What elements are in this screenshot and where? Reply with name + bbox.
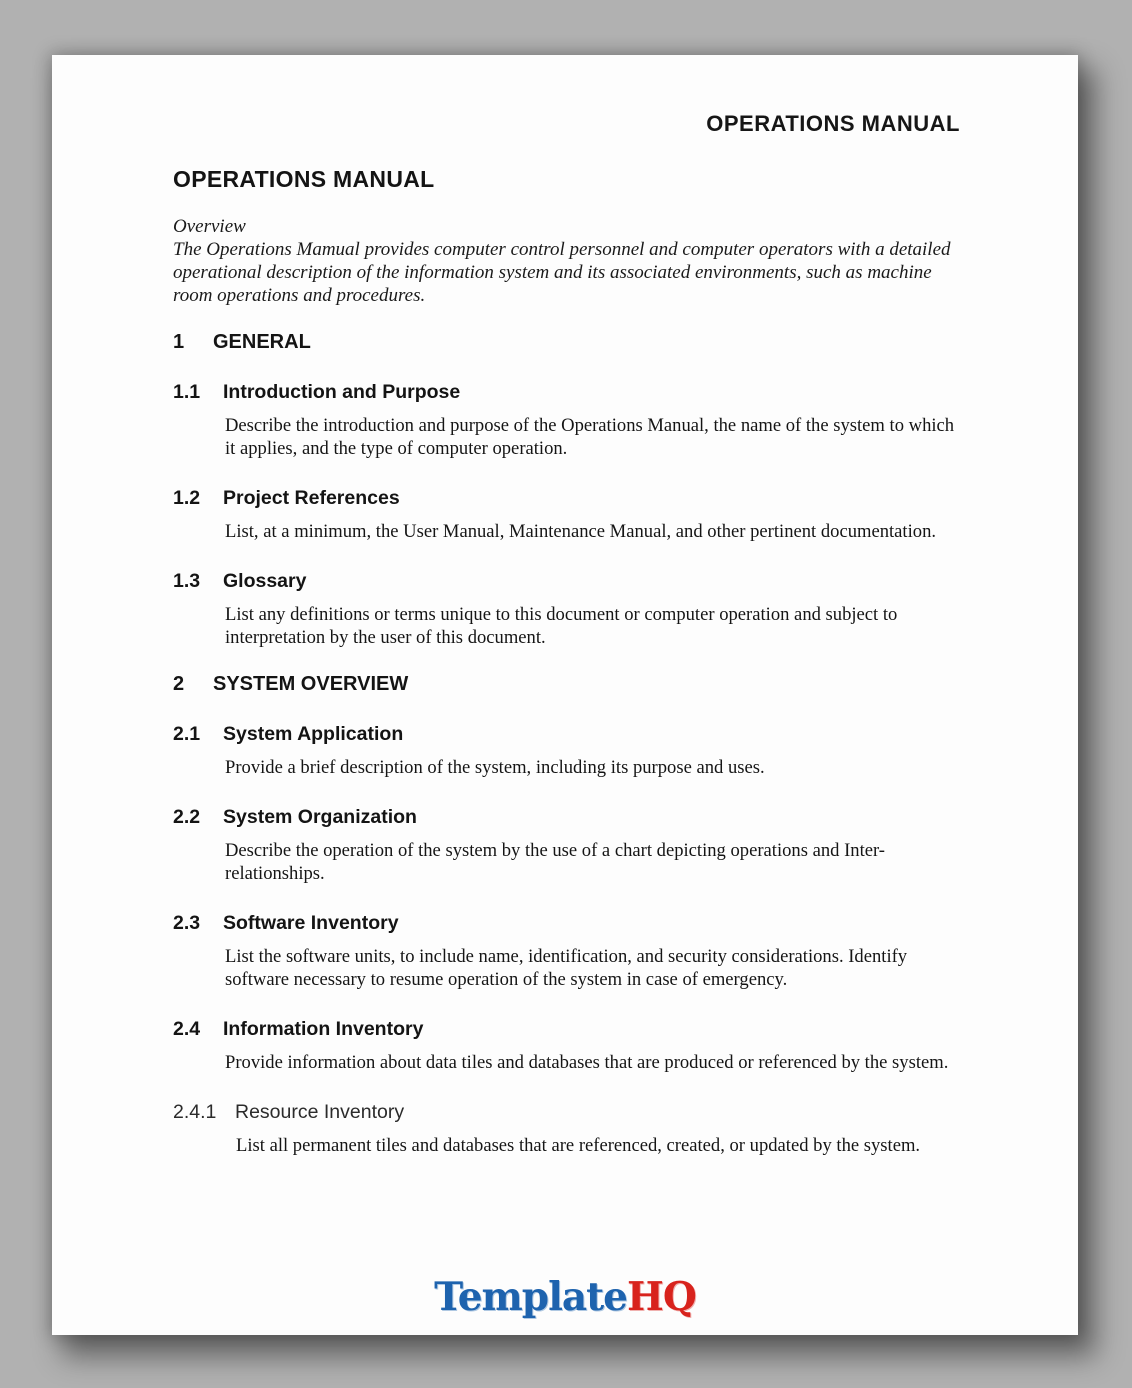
section-body: Describe the operation of the system by the use of a chart depicting operations and Inter-relationships.	[225, 840, 885, 884]
section-number: 2.1	[173, 723, 201, 745]
section-body: Provide a brief description of the system, including its purpose and uses.	[225, 757, 765, 778]
section-number: 2	[173, 673, 185, 695]
section-title: GENERAL	[213, 331, 311, 353]
section-body: Describe the introduction and purpose of the Operations Manual, the name of the system to which it applies, and the type of computer operation.	[225, 415, 955, 459]
section-number: 2.2	[173, 806, 201, 828]
section-heading-information-inventory	[173, 1018, 960, 1041]
section-title: Software Inventory	[223, 912, 399, 934]
running-header: OPERATIONS MANUAL	[706, 111, 960, 136]
section-heading-introduction-and-purpose	[173, 381, 960, 404]
section-body: Provide information about data tiles and databases that are produced or referenced by the system.	[225, 1052, 949, 1073]
section-title: Resource Inventory	[235, 1101, 405, 1123]
section-title: Glossary	[223, 570, 307, 592]
section-heading-software-inventory	[173, 912, 960, 935]
section-number: 2.3	[173, 912, 201, 934]
section-body: List, at a minimum, the User Manual, Maintenance Manual, and other pertinent documentation.	[225, 521, 937, 542]
document-title: OPERATIONS MANUAL	[173, 166, 435, 192]
section-body: List all permanent tiles and databases that are referenced, created, or updated by the system.	[236, 1135, 921, 1156]
section-number: 1.1	[173, 381, 201, 403]
section-number: 2.4.1	[173, 1101, 217, 1123]
section-number: 1	[173, 331, 185, 353]
logo-template-text: Template	[434, 1274, 627, 1320]
overview-paragraph: The Operations Mamual provides computer control personnel and computer operators with a detailed operational description of the information system and its associated environments, such as machine room operations and procedures.	[173, 239, 951, 306]
section-heading-glossary	[173, 570, 960, 593]
section-number: 1.3	[173, 570, 201, 592]
templatehq-logo	[52, 1275, 1078, 1319]
section-title: Information Inventory	[223, 1018, 424, 1040]
section-heading-resource-inventory	[173, 1101, 960, 1124]
section-heading-general	[173, 331, 960, 354]
section-heading-system-overview	[173, 673, 960, 696]
section-number: 2.4	[173, 1018, 201, 1040]
section-number: 1.2	[173, 487, 201, 509]
section-heading-system-organization	[173, 806, 960, 829]
section-title: System Organization	[223, 806, 417, 828]
section-title: SYSTEM OVERVIEW	[213, 673, 409, 695]
document-page	[52, 55, 1078, 1335]
section-title: System Application	[223, 723, 404, 745]
section-body: List any definitions or terms unique to this document or computer operation and subject to interpretation by the user of this document.	[225, 604, 898, 648]
section-heading-system-application	[173, 723, 960, 746]
section-body: List the software units, to include name, identification, and security considerations. Identify software necessary to resume operation of the system in case of emergency.	[225, 946, 908, 990]
section-heading-project-references	[173, 487, 960, 510]
logo-hq-text: HQ	[626, 1274, 696, 1320]
section-title: Introduction and Purpose	[223, 381, 461, 403]
overview-label: Overview	[173, 216, 246, 237]
section-title: Project References	[223, 487, 400, 509]
